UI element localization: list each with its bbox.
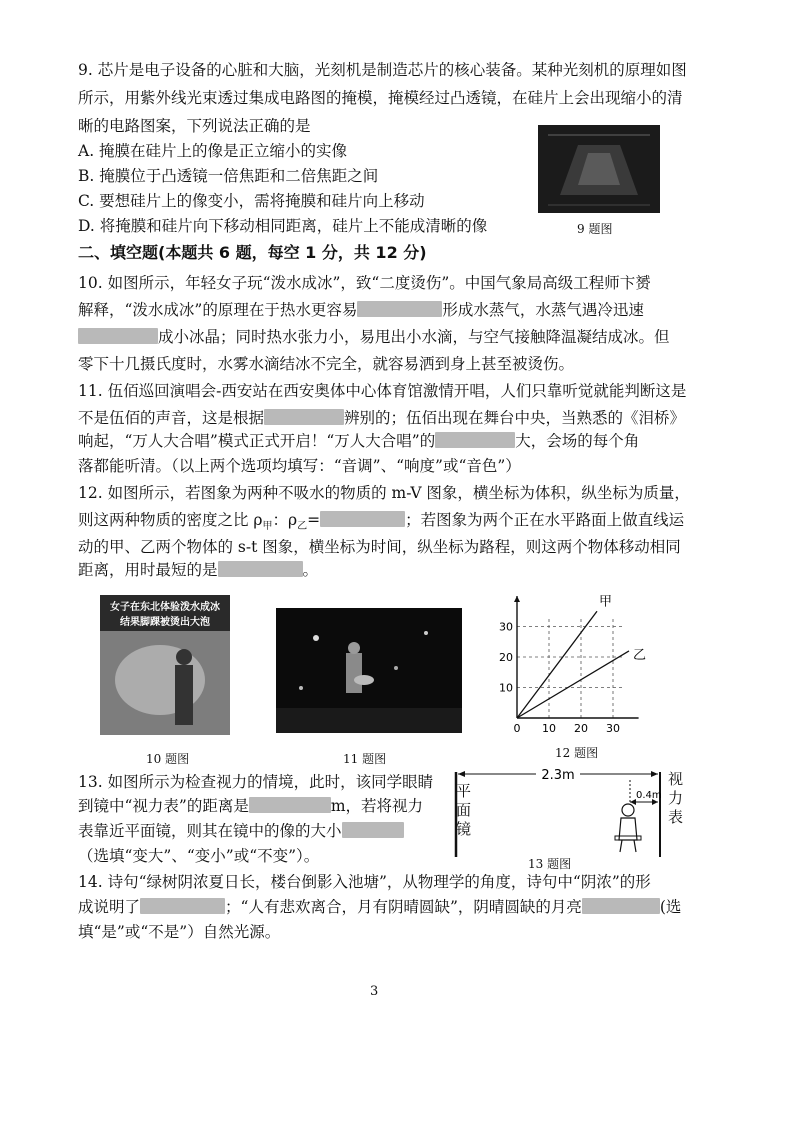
q9-caption: 9 题图 [577, 222, 613, 236]
q12-line-4: 距离，用时最短的是 。 [78, 561, 319, 579]
q11-answer-blank-1[interactable] [264, 409, 344, 425]
x-tick-label: 10 [542, 722, 556, 735]
q13-line-1: 13. 如图所示为检查视力的情境，此时，该同学眼睛 [78, 773, 434, 791]
q12-chart [495, 588, 655, 738]
page-number: 3 [370, 984, 379, 999]
series-line-yi [517, 651, 629, 718]
q9-line-3: 晰的电路图案，下列说法正确的是 [78, 117, 311, 135]
q12-line-2: 则这两种物质的密度之比 $\rho_甲$：$\rho_乙=$ ；若图象为两个正在水平路面上做直线运 [78, 511, 685, 533]
x-tick-label: 0 [513, 722, 521, 735]
q10-photo-text-1: 女子在东北体验泼水成冰 [110, 602, 220, 613]
q13-line-3: 表靠近平面镜，则其在镜中的像的大小 [78, 821, 404, 841]
q9-option-a: A. 掩膜在硅片上的像是正立缩小的实像 [78, 142, 348, 160]
q13-line-4: （选填“变大”、“变小”或“不变”）。 [78, 847, 320, 865]
x-tick-label: 20 [574, 722, 588, 735]
q13-line-2: 到镜中“视力表”的距离是 m，若将视力 [78, 797, 424, 815]
q11-line-3: 响起，“万人大合唱”模式正式开启！“万人大合唱”的 大，会场的每个角 [78, 432, 640, 450]
q10-line-3: 成小冰晶；同时热水张力小，易甩出小水滴，与空气接触降温凝结成冰。但 [78, 327, 670, 347]
q14-line-2: 成说明了 ；“人有悲欢离合，月有阴晴圆缺”，阴晴圆缺的月亮 (选 [78, 898, 682, 916]
q10-answer-blank-1[interactable] [357, 301, 442, 317]
q10-caption: 10 题图 [146, 752, 190, 766]
q10-line-4: 零下十几摄氏度时，水雾水滴结冰不完全，就容易洒到身上甚至被烫伤。 [78, 355, 575, 373]
q14-line-1: 14. 诗句“绿树阴浓夏日长，楼台倒影入池塘”，从物理学的角度，诗句中“阴浓”的形 [78, 873, 651, 891]
q9-line-1: 9. 芯片是电子设备的心脏和大脑，光刻机是制造芯片的核心装备。某种光刻机的原理如图 [78, 61, 687, 79]
series-label: 乙 [633, 647, 647, 663]
q13-diagram [450, 762, 690, 862]
q12-line-1: 12. 如图所示，若图象为两种不吸水的物质的 m-V 图象，横坐标为体积，纵坐标为质量， [78, 484, 690, 502]
y-tick-label: 20 [499, 651, 513, 664]
q10-answer-blank-2[interactable] [78, 328, 158, 344]
q10-photo-water-to-ice [100, 595, 230, 735]
x-tick-label: 30 [606, 722, 620, 735]
mirror-label: 平 面 镜 [456, 782, 472, 838]
q11-photo-concert [276, 608, 462, 733]
q10-photo-text-2: 结果脚踝被烫出大泡 [120, 617, 210, 628]
q11-line-2: 不是伍佰的声音，这是根据 辨别的；伍佰出现在舞台中央，当熟悉的《泪桥》 [78, 409, 686, 427]
section-2-heading: 二、填空题(本题共 6 题，每空 1 分，共 12 分) [78, 243, 427, 262]
q10-line-2: 解释，“泼水成冰”的原理在于热水更容易 形成水蒸气，水蒸气遇冷迅速 [78, 301, 644, 319]
q11-answer-blank-2[interactable] [435, 432, 515, 448]
q11-line-4: 落都能听清。（以上两个选项均填写：“音调”、“响度”或“音色”） [78, 457, 521, 475]
q11-caption: 11 题图 [343, 752, 387, 766]
q12-answer-blank-1[interactable] [320, 511, 405, 527]
q14-answer-blank-2[interactable] [582, 898, 660, 914]
q14-line-3: 填“是”或“不是”）自然光源。 [78, 923, 281, 941]
distance-total-label: 2.3m [541, 768, 575, 783]
series-label: 甲 [599, 594, 613, 610]
q12-line-3: 动的甲、乙两个物体的 s-t 图象，横坐标为时间，纵坐标为路程，则这两个物体移动相同 [78, 538, 681, 556]
series-line-jia [517, 611, 597, 718]
chart-label: 视 力 表 [668, 770, 684, 826]
student-figure [615, 804, 641, 852]
q14-answer-blank-1[interactable] [140, 898, 225, 914]
q10-line-1: 10. 如图所示，年轻女子玩“泼水成冰”，致“二度烫伤”。中国气象局高级工程师卞赟 [78, 274, 651, 292]
q9-line-2: 所示，用紫外线光束透过集成电路图的掩模，掩模经过凸透镜，在硅片上会出现缩小的清 [78, 89, 683, 107]
q11-line-1: 11. 伍佰巡回演唱会-西安站在西安奥体中心体育馆激情开唱，人们只靠听觉就能判断这是 [78, 382, 687, 400]
y-axis-arrow [514, 596, 520, 602]
q12-caption: 12 题图 [555, 746, 599, 760]
q13-answer-blank-2[interactable] [342, 822, 404, 838]
q9-photo-lithography [538, 125, 660, 213]
distance-small-label: 0.4m [636, 790, 662, 801]
q9-option-d: D. 将掩膜和硅片向下移动相同距离，硅片上不能成清晰的像 [78, 217, 488, 235]
y-tick-label: 10 [499, 681, 513, 695]
q13-answer-blank-1[interactable] [249, 797, 331, 813]
q9-option-c: C. 要想硅片上的像变小，需将掩膜和硅片向上移动 [78, 192, 425, 210]
y-tick-label: 30 [499, 620, 513, 634]
q9-option-b: B. 掩膜位于凸透镜一倍焦距和二倍焦距之间 [78, 167, 379, 185]
q12-answer-blank-2[interactable] [218, 561, 303, 577]
q13-caption: 13 题图 [528, 857, 572, 871]
